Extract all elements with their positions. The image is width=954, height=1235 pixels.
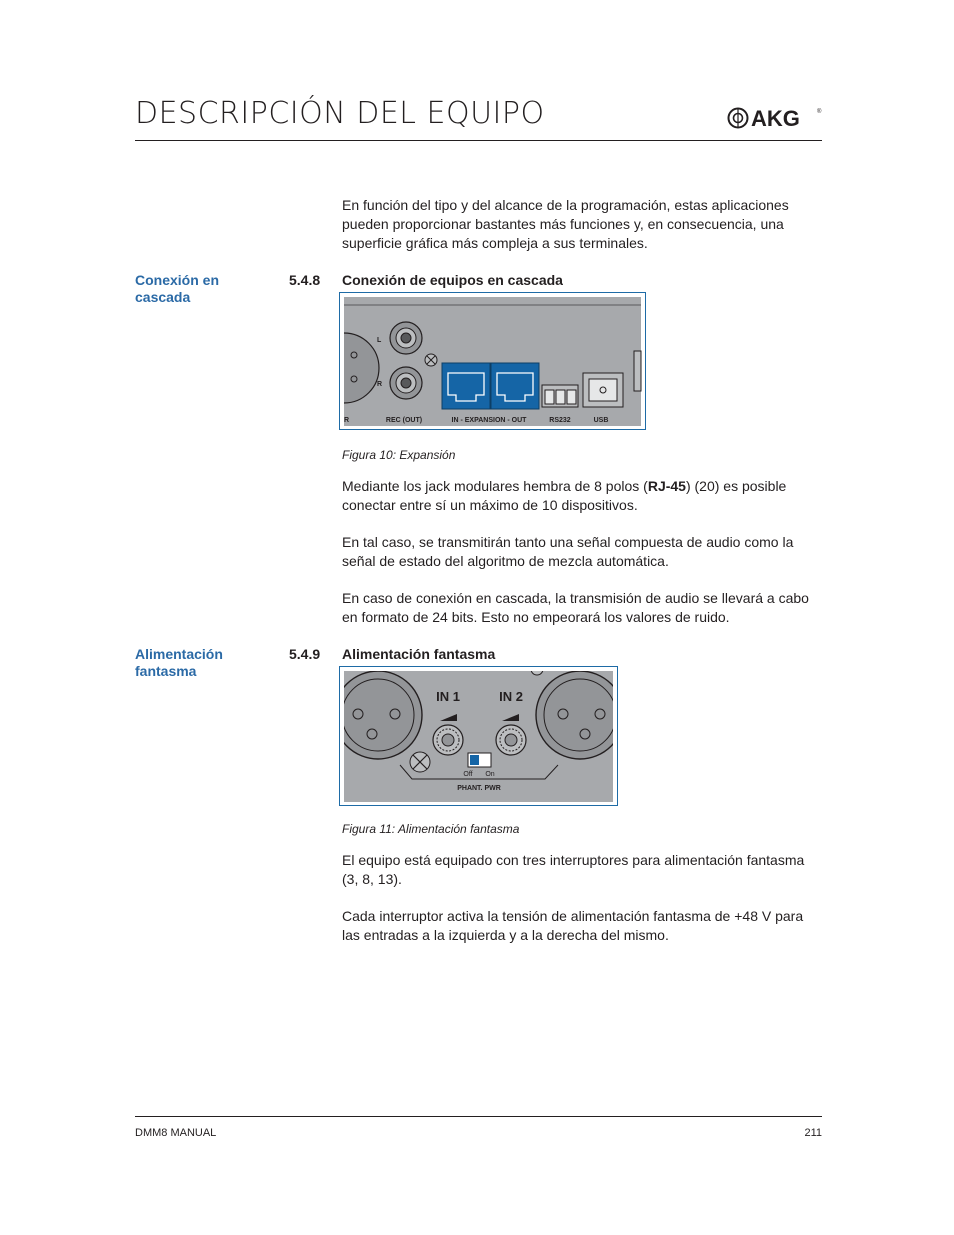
side-heading-cascade: Conexión en cascada — [135, 272, 220, 305]
screw-icon — [410, 752, 430, 772]
rs232-terminal — [542, 385, 578, 407]
cascade-paragraph-1: Mediante los jack modulares hembra de 8 polos (RJ-45) (20) es posible conectar entre sí un máximo de 10 dispositivos. — [342, 478, 787, 513]
label-expansion: IN - EXPANSION - OUT — [451, 417, 527, 424]
label-in1: IN 1 — [436, 689, 460, 704]
cascade-text — [342, 477, 820, 627]
label-usb: USB — [593, 417, 609, 424]
phantom-power-switch — [468, 753, 491, 767]
usb-port — [583, 373, 623, 407]
logo-text: AKG — [751, 106, 800, 131]
figure-phantom-power — [339, 666, 618, 806]
cascade-paragraph-2: En tal caso, se transmitirán tanto una señal compuesta de audio como la señal de estado del algoritmo de mezcla automática. — [342, 534, 794, 569]
cascade-paragraph-3: En caso de conexión en cascada, la transmisión de audio se llevará a cabo en formato de 24 bits. Esto no empeorará los valores de ruido. — [342, 590, 809, 625]
footer-manual-name: DMM8 MANUAL — [135, 1127, 217, 1139]
footer-rule — [135, 1116, 822, 1117]
xlr-connector-in1 — [340, 671, 422, 759]
section-title-phantom: Alimentación fantasma — [342, 646, 496, 662]
label-rec-out: REC (OUT) — [385, 417, 423, 424]
side-heading-phantom: Alimentación fantasma — [135, 646, 223, 679]
footer-page-number: 211 — [804, 1127, 822, 1139]
screw-icon — [425, 354, 437, 366]
label-in2: IN 2 — [499, 689, 523, 704]
label-phant-pwr: PHANT. PWR — [457, 785, 501, 792]
rj45-port-out — [491, 363, 539, 409]
label-r: R — [377, 381, 383, 388]
section-title-cascade: Conexión de equipos en cascada — [342, 272, 563, 288]
rca-jack-right — [390, 367, 422, 399]
label-r-edge: R — [344, 417, 350, 424]
expansion-panel-illustration — [340, 293, 645, 429]
header-rule — [135, 140, 822, 141]
section-number-cascade: 5.4.8 — [289, 272, 321, 288]
figure-caption-expansion: Figura 10: Expansión — [342, 448, 456, 462]
phantom-paragraph-2: Cada interruptor activa la tensión de alimentación fantasma de +48 V para las entradas a la izquierda y a la derecha del mismo. — [342, 908, 804, 943]
connector-partial-right — [634, 351, 641, 391]
figure-expansion — [339, 292, 646, 430]
xlr-connector-in2 — [536, 671, 617, 759]
label-on: On — [485, 771, 495, 778]
label-l: L — [377, 337, 382, 344]
rj45-term: RJ-45 — [647, 478, 686, 494]
rj45-port-in — [442, 363, 490, 409]
intro-paragraph: En función del tipo y del alcance de la programación, estas aplicaciones pueden proporcionar bastantes más funciones y, en consecuencia, una superficie gráfica más compleja a sus terminales. — [342, 197, 789, 251]
rca-jack-left — [390, 322, 422, 354]
figure-caption-phantom: Figura 11: Alimentación fantasma — [342, 822, 520, 836]
phantom-text — [342, 851, 820, 945]
section-number-phantom: 5.4.9 — [289, 646, 321, 662]
gain-trim-in1 — [433, 725, 463, 755]
akg-logo — [727, 105, 823, 131]
label-rs232: RS232 — [549, 417, 571, 424]
logo-registered-mark: ® — [817, 109, 822, 115]
page-title: DESCRIPCIÓN DEL EQUIPO — [135, 96, 545, 131]
phantom-panel-illustration — [340, 667, 617, 805]
gain-trim-in2 — [496, 725, 526, 755]
phantom-paragraph-1: El equipo está equipado con tres interruptores para alimentación fantasma (3, 8, 13). — [342, 852, 805, 887]
label-off: Off — [463, 771, 473, 778]
